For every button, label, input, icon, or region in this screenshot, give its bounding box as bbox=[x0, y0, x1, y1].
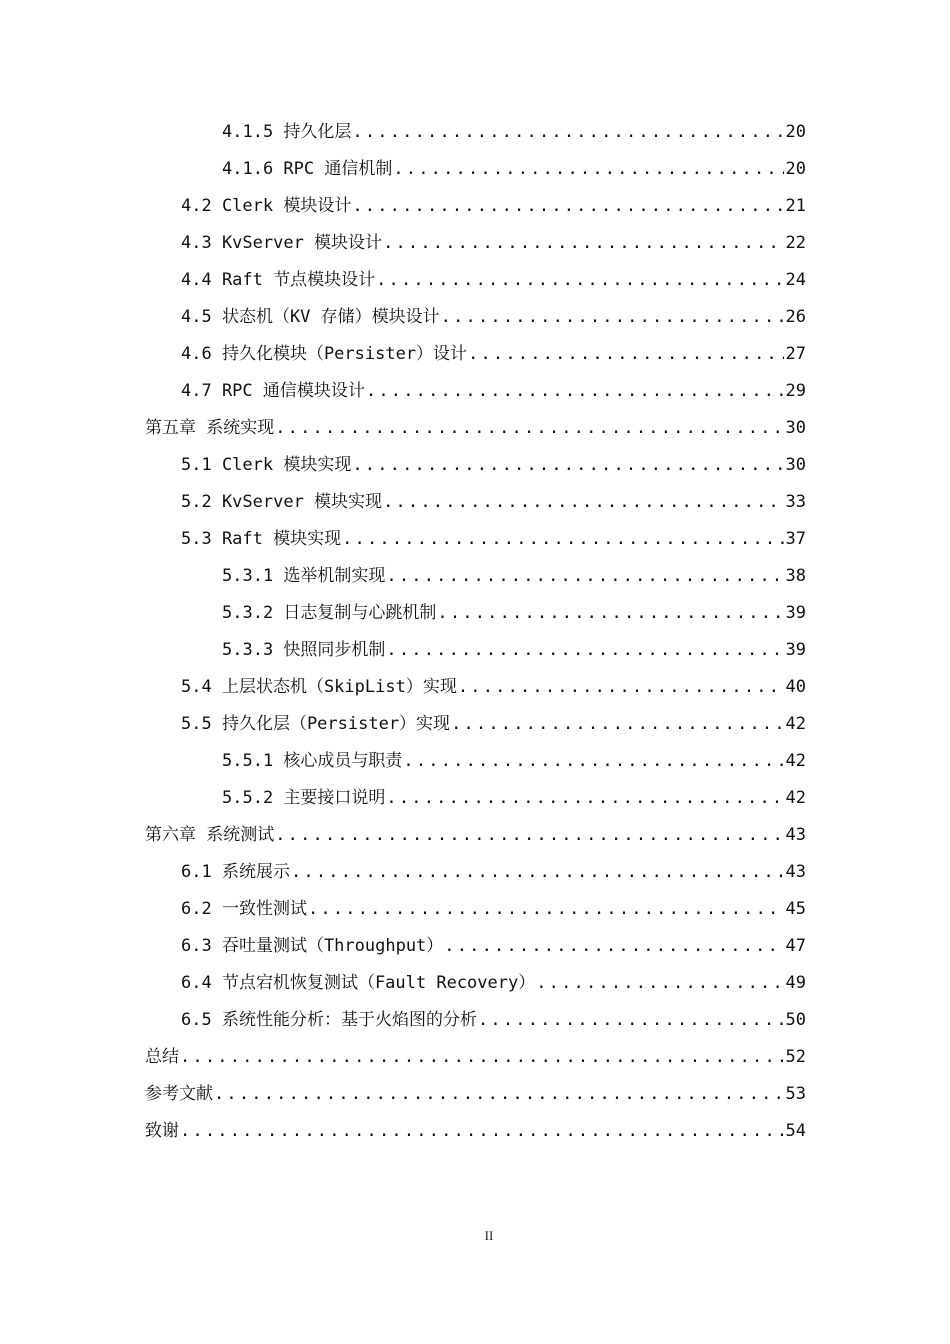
toc-dot-leader bbox=[275, 418, 783, 438]
table-of-contents bbox=[0, 111, 950, 1147]
toc-entry[interactable] bbox=[0, 1073, 950, 1110]
toc-entry[interactable] bbox=[0, 814, 950, 851]
toc-entry-page: 43 bbox=[785, 862, 806, 882]
toc-dot-leader bbox=[180, 1121, 784, 1141]
toc-entry[interactable] bbox=[0, 888, 950, 925]
toc-entry-line bbox=[181, 709, 806, 734]
toc-dot-leader bbox=[403, 751, 783, 771]
toc-entry-title: 第六章 系统测试 bbox=[145, 825, 275, 845]
toc-entry[interactable] bbox=[0, 629, 950, 666]
toc-entry-page: 20 bbox=[785, 159, 806, 179]
toc-entry-line bbox=[181, 931, 806, 956]
toc-entry[interactable] bbox=[0, 1036, 950, 1073]
toc-entry-title: 4.1.6 RPC 通信机制 bbox=[222, 159, 393, 179]
toc-entry-title: 致谢 bbox=[145, 1121, 179, 1141]
toc-entry-page: 26 bbox=[785, 307, 806, 327]
toc-entry-page: 52 bbox=[785, 1047, 806, 1067]
toc-dot-leader bbox=[468, 344, 783, 364]
toc-entry-title: 第五章 系统实现 bbox=[145, 418, 275, 438]
toc-dot-leader bbox=[352, 196, 783, 216]
toc-entry[interactable] bbox=[0, 666, 950, 703]
toc-entry-title: 5.3.3 快照同步机制 bbox=[222, 640, 386, 660]
toc-dot-leader bbox=[308, 899, 784, 919]
toc-entry-line bbox=[181, 228, 806, 253]
toc-entry-page: 39 bbox=[785, 603, 806, 623]
toc-entry-page: 39 bbox=[785, 640, 806, 660]
toc-entry-line bbox=[222, 561, 806, 586]
toc-entry-line bbox=[181, 1005, 806, 1030]
toc-dot-leader bbox=[478, 1010, 784, 1030]
toc-entry-line bbox=[145, 820, 806, 845]
toc-dot-leader bbox=[214, 1084, 784, 1104]
toc-entry-page: 20 bbox=[785, 122, 806, 142]
toc-entry-title: 5.3.2 日志复制与心跳机制 bbox=[222, 603, 437, 623]
toc-entry-page: 29 bbox=[785, 381, 806, 401]
toc-entry-title: 4.4 Raft 节点模块设计 bbox=[181, 270, 376, 290]
toc-entry-line bbox=[181, 376, 806, 401]
toc-entry-line bbox=[181, 191, 806, 216]
toc-entry-page: 21 bbox=[785, 196, 806, 216]
toc-entry-title: 4.5 状态机（KV 存储）模块设计 bbox=[181, 307, 440, 327]
toc-entry-line bbox=[181, 265, 806, 290]
toc-dot-leader bbox=[366, 381, 784, 401]
toc-entry-title: 5.3 Raft 模块实现 bbox=[181, 529, 342, 549]
toc-entry-line bbox=[181, 857, 806, 882]
toc-entry-line bbox=[222, 154, 806, 179]
toc-entry-line bbox=[181, 968, 806, 993]
toc-entry[interactable] bbox=[0, 740, 950, 777]
toc-entry-page: 42 bbox=[785, 788, 806, 808]
toc-entry-page: 54 bbox=[785, 1121, 806, 1141]
toc-entry-page: 42 bbox=[785, 714, 806, 734]
toc-entry[interactable] bbox=[0, 592, 950, 629]
toc-dot-leader bbox=[352, 455, 783, 475]
toc-dot-leader bbox=[386, 640, 783, 660]
toc-dot-leader bbox=[342, 529, 783, 549]
toc-entry-line bbox=[181, 302, 806, 327]
toc-entry[interactable] bbox=[0, 296, 950, 333]
toc-entry-title: 4.3 KvServer 模块设计 bbox=[181, 233, 383, 253]
toc-dot-leader bbox=[441, 307, 784, 327]
toc-dot-leader bbox=[352, 122, 783, 142]
toc-entry-line bbox=[222, 598, 806, 623]
toc-dot-leader bbox=[275, 825, 783, 845]
toc-entry-page: 38 bbox=[785, 566, 806, 586]
toc-entry-title: 4.2 Clerk 模块设计 bbox=[181, 196, 352, 216]
toc-entry-title: 6.4 节点宕机恢复测试（Fault Recovery） bbox=[181, 973, 536, 993]
toc-entry-page: 24 bbox=[785, 270, 806, 290]
toc-entry-page: 33 bbox=[785, 492, 806, 512]
toc-entry-line bbox=[145, 1079, 806, 1104]
toc-entry-page: 37 bbox=[785, 529, 806, 549]
toc-entry-title: 4.1.5 持久化层 bbox=[222, 122, 352, 142]
toc-entry-title: 4.6 持久化模块（Persister）设计 bbox=[181, 344, 468, 364]
toc-dot-leader bbox=[291, 862, 784, 882]
toc-entry[interactable] bbox=[0, 148, 950, 185]
toc-entry-title: 5.5.2 主要接口说明 bbox=[222, 788, 386, 808]
toc-entry[interactable] bbox=[0, 925, 950, 962]
toc-entry-line bbox=[222, 746, 806, 771]
toc-entry-line bbox=[222, 117, 806, 142]
toc-dot-leader bbox=[386, 788, 783, 808]
toc-entry-title: 6.3 吞吐量测试（Throughput） bbox=[181, 936, 444, 956]
toc-entry[interactable] bbox=[0, 111, 950, 148]
toc-entry-page: 22 bbox=[785, 233, 806, 253]
toc-entry[interactable] bbox=[0, 1110, 950, 1147]
toc-entry[interactable] bbox=[0, 222, 950, 259]
toc-dot-leader bbox=[376, 270, 783, 290]
toc-dot-leader bbox=[383, 233, 783, 253]
toc-entry-title: 5.3.1 选举机制实现 bbox=[222, 566, 386, 586]
toc-entry-title: 5.4 上层状态机（SkipList）实现 bbox=[181, 677, 457, 697]
toc-entry-page: 30 bbox=[785, 418, 806, 438]
toc-entry[interactable] bbox=[0, 518, 950, 555]
toc-entry-page: 53 bbox=[785, 1084, 806, 1104]
toc-dot-leader bbox=[458, 677, 784, 697]
toc-entry-title: 6.2 一致性测试 bbox=[181, 899, 307, 919]
toc-entry-title: 6.5 系统性能分析：基于火焰图的分析 bbox=[181, 1010, 477, 1030]
toc-entry-page: 49 bbox=[785, 973, 806, 993]
toc-entry-page: 27 bbox=[785, 344, 806, 364]
toc-entry-line bbox=[145, 1116, 806, 1141]
toc-entry-line bbox=[181, 487, 806, 512]
toc-entry-page: 40 bbox=[785, 677, 806, 697]
toc-entry-line bbox=[181, 524, 806, 549]
toc-dot-leader bbox=[451, 714, 783, 734]
toc-entry[interactable] bbox=[0, 703, 950, 740]
toc-dot-leader bbox=[536, 973, 783, 993]
toc-entry-line bbox=[181, 894, 806, 919]
toc-entry[interactable] bbox=[0, 259, 950, 296]
toc-entry[interactable] bbox=[0, 333, 950, 370]
toc-entry[interactable] bbox=[0, 444, 950, 481]
toc-entry-line bbox=[222, 635, 806, 660]
toc-entry-line bbox=[145, 413, 806, 438]
toc-entry[interactable] bbox=[0, 851, 950, 888]
toc-entry[interactable] bbox=[0, 555, 950, 592]
toc-entry[interactable] bbox=[0, 185, 950, 222]
toc-entry-page: 42 bbox=[785, 751, 806, 771]
page-number: II bbox=[484, 1228, 494, 1243]
toc-entry[interactable] bbox=[0, 370, 950, 407]
toc-entry-page: 43 bbox=[785, 825, 806, 845]
toc-entry[interactable] bbox=[0, 407, 950, 444]
toc-entry-line bbox=[145, 1042, 806, 1067]
toc-dot-leader bbox=[444, 936, 783, 956]
toc-entry-title: 参考文献 bbox=[145, 1084, 213, 1104]
toc-entry[interactable] bbox=[0, 999, 950, 1036]
toc-entry-title: 总结 bbox=[145, 1047, 179, 1067]
toc-entry[interactable] bbox=[0, 777, 950, 814]
toc-dot-leader bbox=[386, 566, 783, 586]
toc-dot-leader bbox=[180, 1047, 784, 1067]
toc-dot-leader bbox=[393, 159, 783, 179]
toc-entry-line bbox=[181, 672, 806, 697]
toc-entry-line bbox=[222, 783, 806, 808]
toc-dot-leader bbox=[383, 492, 783, 512]
toc-entry-page: 47 bbox=[785, 936, 806, 956]
toc-dot-leader bbox=[437, 603, 783, 623]
toc-entry-title: 5.2 KvServer 模块实现 bbox=[181, 492, 383, 512]
toc-entry-title: 5.5.1 核心成员与职责 bbox=[222, 751, 403, 771]
toc-entry-page: 45 bbox=[785, 899, 806, 919]
toc-entry-title: 5.5 持久化层（Persister）实现 bbox=[181, 714, 451, 734]
toc-entry-page: 50 bbox=[785, 1010, 806, 1030]
toc-entry-title: 5.1 Clerk 模块实现 bbox=[181, 455, 352, 475]
toc-entry-line bbox=[181, 450, 806, 475]
toc-entry[interactable] bbox=[0, 481, 950, 518]
toc-entry[interactable] bbox=[0, 962, 950, 999]
toc-entry-title: 4.7 RPC 通信模块设计 bbox=[181, 381, 365, 401]
toc-entry-line bbox=[181, 339, 806, 364]
toc-entry-title: 6.1 系统展示 bbox=[181, 862, 290, 882]
toc-entry-page: 30 bbox=[785, 455, 806, 475]
